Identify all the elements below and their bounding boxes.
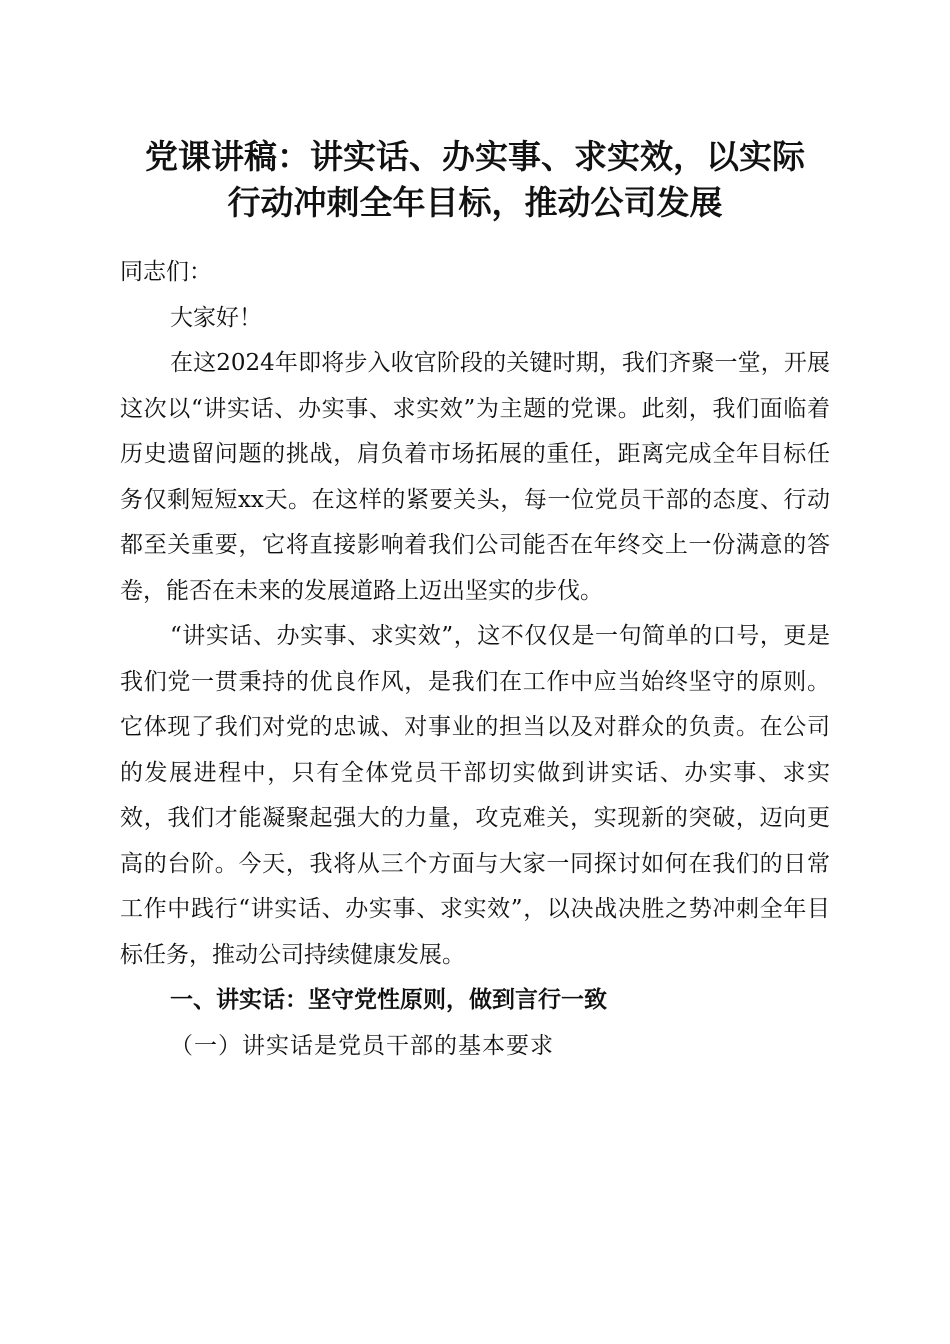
- greeting: 大家好！: [170, 304, 262, 331]
- salutation: 同志们：: [120, 259, 212, 285]
- document-title: [80, 134, 870, 226]
- paragraph-1: 在这2024年即将步入收官阶段的关键时期，我们齐聚一堂，开展这次以“讲实话、办实事、求实效”为主题的党课。此刻，我们面临着历史遗留问题的挑战，肩负着市场拓展的重任，距离完成全年目标任务仅剩短短xx天。在这样的紧要关头，每一位党员干部的态度、行动都至关重要，它将直接影响着我们公司能否在年终交上一份满意的答卷，能否在未来的发展道路上迈出坚实的步伐。: [120, 350, 830, 604]
- paragraph-2: “讲实话、办实事、求实效”，这不仅仅是一句简单的口号，更是我们党一贯秉持的优良作风，是我们在工作中应当始终坚守的原则。它体现了我们对党的忠诚、对事业的担当以及对群众的负责。在公司的发展进程中，只有全体党员干部切实做到讲实话、办实事、求实效，我们才能凝聚起强大的力量，攻克难关，实现新的突破，迈向更高的台阶。今天，我将从三个方面与大家一同探讨如何在我们的日常工作中践行“讲实话、办实事、求实效”，以决战决胜之势冲刺全年目标任务，推动公司持续健康发展。: [120, 623, 830, 968]
- section-heading-1: 一、讲实话：坚守党性原则，做到言行一致: [170, 987, 607, 1013]
- document-body: [120, 250, 830, 1069]
- title-line-2: 行动冲刺全年目标，推动公司发展: [227, 183, 723, 222]
- subsection-heading-1: （一）讲实话是党员干部的基本要求: [170, 1032, 554, 1059]
- title-line-1: 党课讲稿：讲实话、办实事、求实效，以实际: [145, 137, 805, 176]
